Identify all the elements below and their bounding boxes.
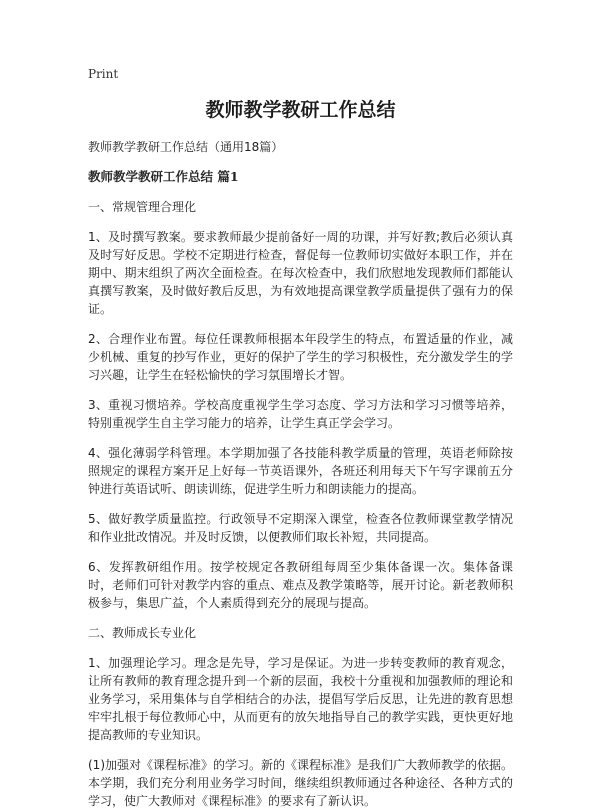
paragraph: 6、发挥教研组作用。按学校规定各教研组每周至少集体备课一次。集体备课时，老师们可针对教学内容的重点、难点及教学策略等，展开讨论。新老教师积极参与，集思广益，个人素质得到充分的展现与提高。	[88, 560, 513, 610]
part-heading-routine-management: 一、常规管理合理化	[88, 200, 197, 214]
paragraph: 2、合理作业布置。每位任课教师根据本年段学生的特点，布置适量的作业，减少机械、重复的抄写作业，更好的保护了学生的学习积极性，充分激发学生的学习兴趣，让学生在轻松愉快的学习氛围增长才智。	[88, 332, 513, 382]
document-title: 教师教学教研工作总结	[205, 99, 396, 121]
document-subtitle: 教师教学教研工作总结（通用18篇）	[88, 140, 284, 154]
paragraph: 1、及时撰写教案。要求教师最少提前备好一周的功课，并写好教;教后必须认真及时写好反思。学校不定期进行检查，督促每一位教师切实做好本职工作，并在期中、期末组织了两次全面检查。在每次检查中，我们欣慰地发现教师们都能认真撰写教案，及时做好教后反思，为有效地提高课堂教学质量提供了强有力的保证。	[88, 230, 513, 316]
paragraph: 3、重视习惯培养。学校高度重视学生学习态度、学习方法和学习习惯等培养，特别重视学生自主学习能力的培养，让学生真正学会学习。	[88, 398, 513, 430]
part-heading-teacher-growth: 二、教师成长专业化	[88, 626, 197, 640]
paragraph: 4、强化薄弱学科管理。本学期加强了各技能科教学质量的管理，英语老师除按照规定的课程方案开足上好每一节英语课外，各班还利用每天下午写字课前五分钟进行英语试听、朗读训练，促进学生听力和朗读能力的提高。	[88, 446, 513, 496]
paragraph: (1)加强对《课程标准》的学习。新的《课程标准》是我们广大教师教学的依据。本学期，我们充分利用业务学习时间，继续组织教师通过各种途径、各种方式的学习，使广大教师对《课程标准》的要求有了新认识。	[88, 758, 514, 808]
print-link[interactable]: Print	[88, 67, 119, 81]
paragraph: 5、做好教学质量监控。行政领导不定期深入课堂，检查各位教师课堂教学情况和作业批改情况。并及时反馈，以便教师们取长补短，共同提高。	[88, 512, 513, 544]
section-heading: 教师教学教研工作总结 篇1	[88, 169, 239, 184]
paragraph: 1、加强理论学习。理念是先导，学习是保证。为进一步转变教师的教育观念，让所有教师的教育理念提升到一个新的层面，我校十分重视和加强教师的理论和业务学习，采用集体与自学相结合的办法，提倡写学后反思，让先进的教育思想牢牢扎根于每位教师心中，从而更有的放矢地指导自己的教学实践，更快更好地提高教师的专业知识。	[88, 656, 513, 742]
